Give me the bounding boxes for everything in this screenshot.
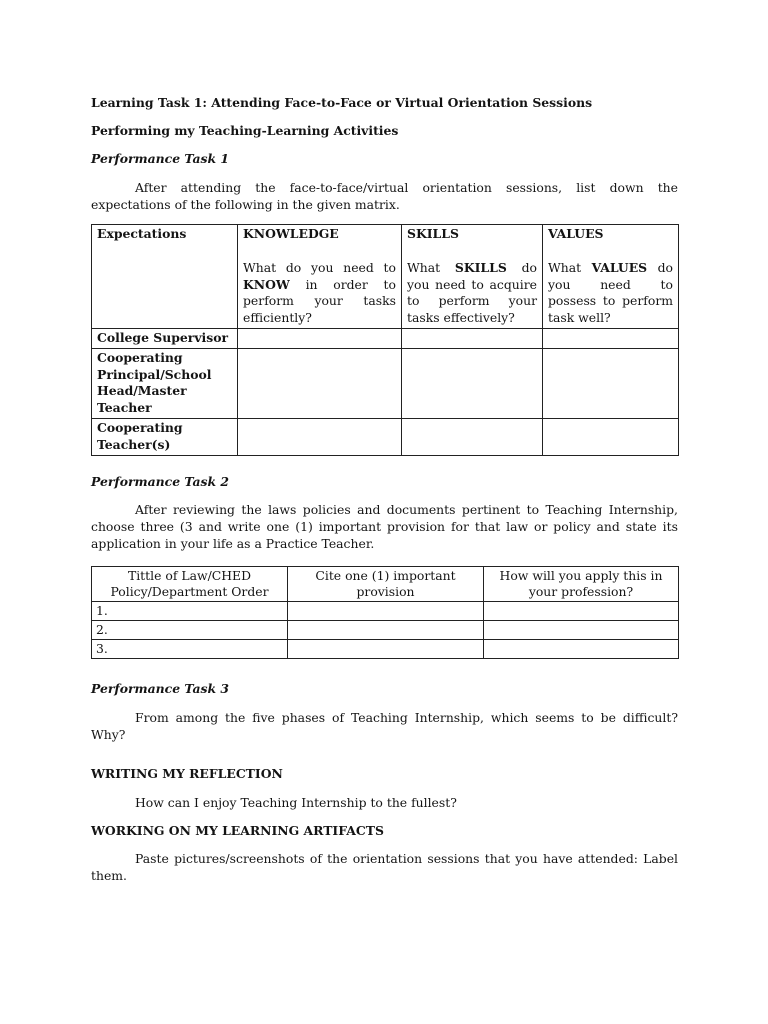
laws-header-row xyxy=(92,567,679,602)
row-label-cooperating-principal: Cooperating Principal/School Head/Master Teacher xyxy=(92,348,238,418)
reflection-question: How can I enjoy Teaching Internship to the fullest? xyxy=(135,795,457,810)
provision-header: Cite one (1) important provision xyxy=(288,567,484,602)
row-number: 1. xyxy=(92,602,288,621)
table-row xyxy=(92,640,679,659)
application-cell[interactable] xyxy=(484,602,679,621)
knowledge-answer-cell[interactable] xyxy=(238,348,402,418)
artifacts-heading: WORKING ON MY LEARNING ARTIFACTS xyxy=(91,823,384,838)
expectations-header-row xyxy=(92,225,679,329)
expectations-table xyxy=(91,224,679,456)
pt1-title: Performance Task 1 xyxy=(91,151,229,166)
table-row xyxy=(92,348,679,418)
provision-cell[interactable] xyxy=(288,621,484,640)
reflection-heading: WRITING MY REFLECTION xyxy=(91,766,283,781)
row-number: 2. xyxy=(92,621,288,640)
skills-question: What SKILLS do you need to acquire to perform your tasks effectively? xyxy=(407,259,537,326)
law-title-header: Tittle of Law/CHED Policy/Department Order xyxy=(92,567,288,602)
table-row xyxy=(92,602,679,621)
values-header-cell xyxy=(543,225,679,329)
values-question: What VALUES do you need to possess to perform task well? xyxy=(548,259,673,326)
expectations-header: Expectations xyxy=(92,225,238,329)
table-row xyxy=(92,328,679,348)
table-row xyxy=(92,418,679,455)
knowledge-answer-cell[interactable] xyxy=(238,328,402,348)
knowledge-header-cell xyxy=(238,225,402,329)
pt2-instruction: After reviewing the laws policies and documents pertinent to Teaching Internship, choose three (3 and write one (1) important provision for that law or policy and state its application in your life as a Practice Teacher. xyxy=(91,502,678,551)
application-header: How will you apply this in your profession? xyxy=(484,567,679,602)
task-heading: Learning Task 1: Attending Face-to-Face or Virtual Orientation Sessions xyxy=(91,95,593,110)
application-cell[interactable] xyxy=(484,640,679,659)
provision-cell[interactable] xyxy=(288,640,484,659)
laws-table xyxy=(91,566,679,659)
subheading: Performing my Teaching-Learning Activities xyxy=(91,123,399,138)
skills-answer-cell[interactable] xyxy=(402,348,543,418)
skills-header-cell xyxy=(402,225,543,329)
pt1-instruction: After attending the face-to-face/virtual orientation sessions, list down the expectations of the following in the given matrix. xyxy=(91,180,678,212)
values-answer-cell[interactable] xyxy=(543,418,679,455)
knowledge-answer-cell[interactable] xyxy=(238,418,402,455)
application-cell[interactable] xyxy=(484,621,679,640)
knowledge-header: KNOWLEDGE xyxy=(243,226,339,241)
pt3-question: From among the five phases of Teaching Internship, which seems to be difficult? Why? xyxy=(91,710,678,742)
pt2-title: Performance Task 2 xyxy=(91,474,229,489)
provision-cell[interactable] xyxy=(288,602,484,621)
skills-header: SKILLS xyxy=(407,226,459,241)
row-number: 3. xyxy=(92,640,288,659)
values-answer-cell[interactable] xyxy=(543,328,679,348)
values-answer-cell[interactable] xyxy=(543,348,679,418)
row-label-college-supervisor: College Supervisor xyxy=(92,328,238,348)
artifacts-instruction: Paste pictures/screenshots of the orientation sessions that you have attended: Label them. xyxy=(91,851,678,883)
row-label-cooperating-teacher: Cooperating Teacher(s) xyxy=(92,418,238,455)
knowledge-question: What do you need to KNOW in order to perform your tasks efficiently? xyxy=(243,259,396,326)
skills-answer-cell[interactable] xyxy=(402,328,543,348)
table-row xyxy=(92,621,679,640)
skills-answer-cell[interactable] xyxy=(402,418,543,455)
values-header: VALUES xyxy=(548,226,604,241)
pt3-title: Performance Task 3 xyxy=(91,681,229,696)
